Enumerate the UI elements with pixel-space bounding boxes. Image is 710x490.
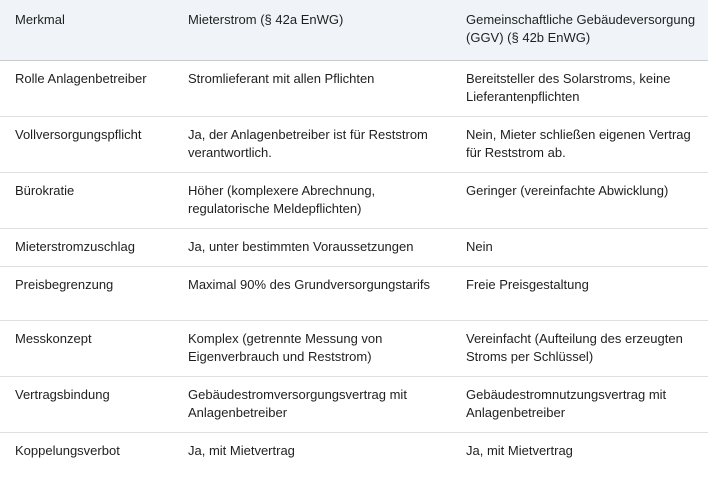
table-row (0, 377, 708, 433)
cell-mieterstrom: Komplex (getrennte Messung von Eigenverbrauch und Reststrom) (173, 321, 451, 377)
table-header (0, 0, 708, 61)
cell-mieterstrom: Gebäudestromversorgungsvertrag mit Anlagenbetreiber (173, 377, 451, 433)
cell-mieterstrom: Maximal 90% des Grundversorgungstarifs (173, 267, 451, 321)
cell-mieterstrom: Stromlieferant mit allen Pflichten (173, 61, 451, 117)
row-label: Mieterstromzuschlag (0, 229, 173, 267)
cell-ggv: Nein (451, 229, 708, 267)
table-row (0, 433, 708, 471)
cell-ggv: Geringer (vereinfachte Abwicklung) (451, 173, 708, 229)
cell-ggv: Vereinfacht (Aufteilung des erzeugten Stroms per Schlüssel) (451, 321, 708, 377)
table-row (0, 321, 708, 377)
row-label: Koppelungsverbot (0, 433, 173, 471)
table-body (0, 61, 708, 471)
cell-ggv: Nein, Mieter schließen eigenen Vertrag für Reststrom ab. (451, 117, 708, 173)
cell-ggv: Bereitsteller des Solarstroms, keine Lieferantenpflichten (451, 61, 708, 117)
row-label: Bürokratie (0, 173, 173, 229)
row-label: Messkonzept (0, 321, 173, 377)
header-cell-ggv: Gemeinschaftliche Gebäudeversorgung (GGV) (§ 42b EnWG) (451, 0, 708, 61)
row-label: Vollversorgungspflicht (0, 117, 173, 173)
table-row (0, 117, 708, 173)
header-cell-merkmal: Merkmal (0, 0, 173, 61)
cell-ggv: Freie Preisgestaltung (451, 267, 708, 321)
row-label: Preisbegrenzung (0, 267, 173, 321)
cell-mieterstrom: Ja, der Anlagenbetreiber ist für Reststrom verantwortlich. (173, 117, 451, 173)
cell-mieterstrom: Ja, unter bestimmten Voraussetzungen (173, 229, 451, 267)
row-label: Vertragsbindung (0, 377, 173, 433)
table-row (0, 61, 708, 117)
table-row (0, 229, 708, 267)
header-row (0, 0, 708, 61)
cell-mieterstrom: Ja, mit Mietvertrag (173, 433, 451, 471)
table-row (0, 173, 708, 229)
table-row (0, 267, 708, 321)
header-cell-mieterstrom: Mieterstrom (§ 42a EnWG) (173, 0, 451, 61)
cell-ggv: Ja, mit Mietvertrag (451, 433, 708, 471)
cell-ggv: Gebäudestromnutzungsvertrag mit Anlagenbetreiber (451, 377, 708, 433)
row-label: Rolle Anlagenbetreiber (0, 61, 173, 117)
cell-mieterstrom: Höher (komplexere Abrechnung, regulatorische Meldepflichten) (173, 173, 451, 229)
